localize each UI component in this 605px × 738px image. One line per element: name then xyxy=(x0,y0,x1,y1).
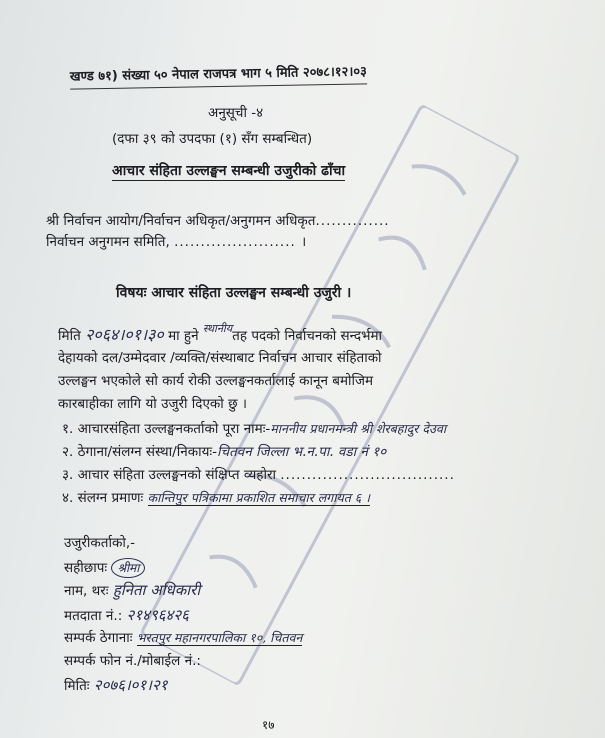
body-line-2: देहायको दल/उम्मेदवार /व्यक्ति/संस्थाबाट निर्वाचन आचार संहिताको xyxy=(58,350,382,366)
item-3 xyxy=(62,466,455,484)
body-line-1 xyxy=(58,322,383,346)
addressee-line-1 xyxy=(46,212,390,230)
signature-value: श्रीमा xyxy=(111,558,145,578)
item-1-label: १. आचारसंहिता उल्लङ्घनकर्ताको पूरा नामः- xyxy=(62,421,271,437)
election-date-handwritten: २०६४।०१।३० xyxy=(85,325,164,344)
name-label: नाम, थरः xyxy=(64,583,109,599)
committee-dots: ....................... । xyxy=(174,234,308,250)
phone-row: सम्पर्क फोन नं./मोबाईल नं.: xyxy=(64,653,201,669)
item-4 xyxy=(62,489,370,507)
date-value: २०७६।०१।२१ xyxy=(93,676,168,694)
committee-text: निर्वाचन अनुगमन समिति, xyxy=(46,234,170,250)
body-prefix: मिति xyxy=(58,328,81,344)
voter-value: २१४९६४२६ xyxy=(126,606,189,624)
name-value: हुनिता अधिकारी xyxy=(112,581,201,599)
item-1 xyxy=(62,420,446,438)
item-4-label: ४. संलग्न प्रमाणः xyxy=(62,490,144,506)
form-title: आचार संहिता उल्लङ्घन सम्बन्धी उजुरीको ढाँचा xyxy=(112,163,346,179)
signature-label: सहीछापः xyxy=(64,560,108,576)
addressee-dots: .............. xyxy=(315,213,390,229)
level-handwritten: स्थानीय xyxy=(202,322,233,335)
body-line-4: कारबाहीका लागि यो उजुरी दिएको छु । xyxy=(58,396,247,412)
schedule-reference: (दफा ३९ को उपदफा (१) सँग सम्बन्धित) xyxy=(112,131,313,147)
address-row xyxy=(64,629,302,647)
address-value: भरतपुर महानगरपालिका १०, चितवन xyxy=(136,630,303,645)
body-middle: मा हुने xyxy=(168,328,199,344)
name-row xyxy=(64,581,200,600)
complainant-heading: उजुरीकर्ताको,- xyxy=(64,535,136,551)
item-1-value: माननीय प्रधानमन्त्री श्री शेरबहादुर देउवा xyxy=(270,421,447,436)
item-2 xyxy=(62,443,386,461)
date-row xyxy=(64,676,168,695)
addressee-text: श्री निर्वाचन आयोग/निर्वाचन अधिकृत/अनुगमन अधिकृत xyxy=(46,213,316,229)
item-3-value: ................................. xyxy=(280,467,455,483)
voter-label: मतदाता नं.: xyxy=(64,608,123,624)
address-label: सम्पर्क ठेगानाः xyxy=(64,630,133,646)
body-line-3: उल्लङ्घन भएकोले सो कार्य रोकी उल्लङ्घनकर्तालाई कानून बमोजिम xyxy=(58,373,374,389)
gazette-header: खण्ड ७१) संख्या ५० नेपाल राजपत्र भाग ५ मिति २०७८।१२।०३ xyxy=(70,63,367,89)
item-4-value: कान्तिपुर पत्रिकामा प्रकाशित समाचार लगायत ६ । xyxy=(147,490,371,505)
body-suffix: तह पदको निर्वाचनको सन्दर्भमा xyxy=(232,328,383,344)
page-number: १७ xyxy=(262,718,275,732)
voter-row xyxy=(64,606,189,625)
item-2-label: २. ठेगाना/संलग्न संस्था/निकायः- xyxy=(62,444,217,460)
subject-line: विषयः आचार संहिता उल्लङ्घन सम्बन्धी उजुरी । xyxy=(116,285,352,301)
addressee-line-2 xyxy=(46,233,307,251)
item-3-label: ३. आचार संहिता उल्लङ्घनको संक्षिप्त व्यहोरा xyxy=(62,467,276,483)
date-label: मितिः xyxy=(64,678,90,694)
signature-row xyxy=(64,558,145,578)
schedule-title: अनुसूची -४ xyxy=(208,105,264,121)
item-2-value: चितवन जिल्ला भ.न.पा. वडा नं १० xyxy=(217,444,387,460)
